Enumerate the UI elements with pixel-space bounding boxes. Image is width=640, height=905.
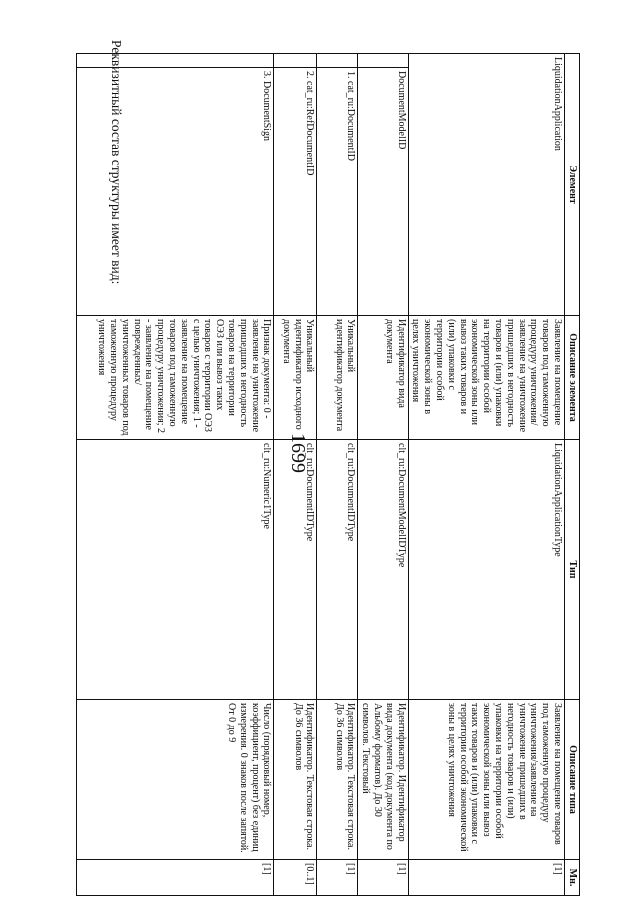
- cell-element: [317, 68, 358, 316]
- cell-type: clt_ru:Numeric1Type: [77, 440, 274, 700]
- cell-type: clt_ru:DocumentIDType: [317, 440, 358, 700]
- cell-element-name: cat_ru:DocumentID: [345, 81, 357, 161]
- cell-multiplicity: [1]: [77, 860, 274, 896]
- header-element: Элемент: [565, 54, 580, 316]
- table-row: [77, 54, 274, 896]
- cell-number: 2.: [304, 71, 316, 79]
- cell-description: Уникальный идентификатор исходного документа: [274, 316, 317, 440]
- cell-multiplicity: [0..1]: [274, 860, 317, 896]
- cell-indent: [274, 54, 317, 68]
- cell-element: LiquidationApplication: [408, 54, 564, 316]
- cell-element-name: DocumentSign: [261, 81, 273, 141]
- header-multiplicity: Мн.: [565, 860, 580, 896]
- cell-type-description: Число (порядковый номер, коэффициент, процент) без единиц измерения. 0 знаков после запятой. От 0 до 9: [77, 700, 274, 860]
- cell-element: [274, 68, 317, 316]
- table-row: [408, 54, 564, 896]
- page-number: 1699: [287, 433, 309, 473]
- cell-number: 3.: [261, 71, 273, 79]
- cell-type-description: Идентификатор. Текстовая строка. До 36 символов: [317, 700, 358, 860]
- cell-multiplicity: [1]: [358, 860, 408, 896]
- cell-indent: [358, 54, 408, 68]
- cell-element: [77, 68, 274, 316]
- cell-element: DocumentModelID: [358, 68, 408, 316]
- cell-indent: [77, 54, 274, 68]
- header-type: Тип: [565, 440, 580, 700]
- cell-description: Заявление на помещение товаров под таможенную процедуру уничтожения/заявление на уничтожение пришедших в негодность товаров и (или) упаковки на территории особой экономической зоны или вывоз таких товаров и (или) упаковки с территории особой экономической зоны в целях уничтожения: [408, 316, 564, 440]
- cell-multiplicity: [1]: [408, 860, 564, 896]
- cell-description: Уникальный идентификатор документа: [317, 316, 358, 440]
- table-row: [358, 54, 408, 896]
- cell-element-name: cat_ru:RefDocumentID: [304, 81, 316, 176]
- header-type-description: Описание типа: [565, 700, 580, 860]
- structure-table: [76, 53, 580, 896]
- cell-multiplicity: [1]: [317, 860, 358, 896]
- table-row: [317, 54, 358, 896]
- cell-type: LiquidationApplicationType: [408, 440, 564, 700]
- cell-type: clt_ru:DocumentModelIDType: [358, 440, 408, 700]
- cell-description: Идентификатор вида документа: [358, 316, 408, 440]
- cell-description: Признак документа: 0 - заявление на уничтожение пришедших в негодность товаров на территории ОЭЗ или вывоз таких товаров с территории ОЭЗ с целью уничтожения; 1 - заявление на помещение товаров под таможенную процедуру уничтожения; 2 - заявление на помещение поврежденных/уничтоженных товаров под таможенную процедуру уничтожения: [77, 316, 274, 440]
- cell-type-description: Заявление на помещение товаров под таможенную процедуру уничтожения/заявление на уничтожение пришедших в негодность товаров и (или) упаковки на территории особой экономической зоны или вывоз таких товаров и (или) упаковки с территории особой экономической зоны в целях уничтожения: [408, 700, 564, 860]
- header-element-description: Описание элемента: [565, 316, 580, 440]
- table-row: [274, 54, 317, 896]
- cell-indent: [317, 54, 358, 68]
- cell-type: clt_ru:DocumentIDType: [274, 440, 317, 700]
- cell-type-description: Идентификатор. Текстовая строка. До 36 символов: [274, 700, 317, 860]
- cell-type-description: Идентификатор. Идентификатор вида документа (код документа по Альбому форматов). До 30 символов. Текстовый: [358, 700, 408, 860]
- cell-number: 1.: [345, 71, 357, 79]
- intro-text: Реквизитный состав структуры имеет вид:: [109, 40, 124, 285]
- table-header-row: [565, 54, 580, 896]
